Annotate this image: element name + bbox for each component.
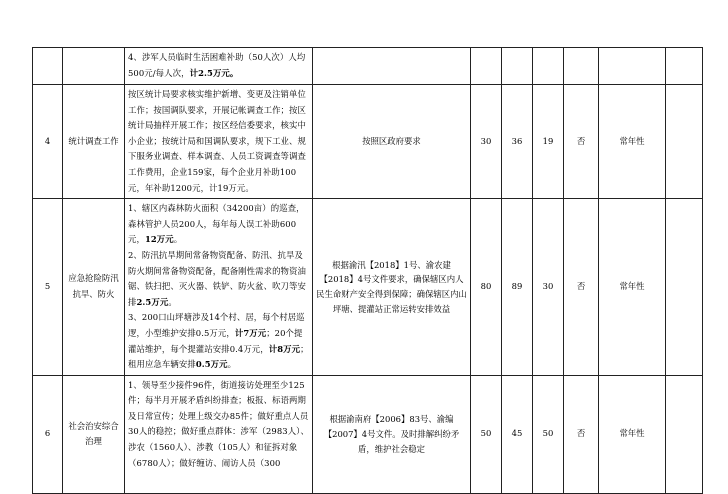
amount-1	[471, 48, 502, 85]
amount-2: 89	[502, 199, 533, 376]
row-number: 6	[33, 375, 63, 493]
blank-cell	[666, 48, 703, 85]
amount-highlight: 0.5万元	[195, 359, 228, 370]
description-text: ；20个提灌站维护，每个提灌站安排0.4万元，	[128, 327, 303, 354]
project-name: 统计调查工作	[63, 85, 125, 199]
task-description	[125, 85, 313, 199]
blank-cell	[666, 85, 703, 199]
amount-highlight: 计2.5万元。	[189, 68, 239, 78]
budget-table	[32, 47, 703, 494]
description-text: 4、涉军人员临时生活困难补助（50人次）人均500元/每人次，	[128, 52, 306, 78]
nature-text	[599, 48, 666, 85]
blank-cell	[666, 375, 703, 493]
basis-text: 根据渝南府【2006】83号、渝编【2007】4号文件。及时排解纠纷矛盾，维护社会稳定	[313, 375, 471, 493]
description-text: 。	[227, 359, 237, 370]
nature-text: 常年性	[599, 85, 666, 199]
amount-2: 45	[502, 375, 533, 493]
blank-cell	[666, 199, 703, 376]
amount-3	[533, 48, 564, 85]
basis-text: 根据渝汛【2018】1号、渝农建【2018】4号文件要求，确保辖区内人民生命财产安全得到保障；确保辖区内山坪塘、提灌站正常运转安排效益	[313, 199, 471, 376]
amount-2: 36	[502, 85, 533, 199]
amount-1: 30	[471, 85, 502, 199]
description-text: 1、领导至少接件96件，街道接访处理至少125件；每半月开展矛盾纠纷排查；板报、标语两期及日常宣传；处理上级交办85件；做好重点人员30人的稳控；做好重点群体：涉军（2983人）、涉农（1560人）、涉教（105人）和征拆对象（6780人）；做好缠访、闹访人员（300	[128, 379, 309, 468]
amount-highlight: 计7万元	[234, 327, 267, 338]
amount-3: 19	[533, 85, 564, 199]
description-text: 3、200口山坪塘涉及14个村、居，每个村居巡逻，小型维护安排0.5万元，	[128, 312, 305, 338]
project-name	[63, 48, 125, 85]
amount-highlight: 2.5万元	[136, 296, 169, 307]
nature-text: 常年性	[599, 199, 666, 376]
yes-no-flag: 否	[564, 85, 599, 199]
description-text: 1、辖区内森林防火面积（34200亩）的巡查，森林管护人员200人，每年每人误工补助600元，	[128, 203, 305, 245]
task-description	[125, 48, 313, 85]
task-description	[125, 375, 313, 493]
table-row	[33, 199, 703, 376]
table-row	[33, 48, 703, 85]
row-number: 4	[33, 85, 63, 199]
amount-highlight: 12万元	[144, 234, 174, 245]
yes-no-flag: 否	[564, 375, 599, 493]
amount-3: 30	[533, 199, 564, 376]
task-description	[125, 199, 313, 376]
table-row	[33, 85, 703, 199]
description-text: 按区统计局要求核实维护新增、变更及注销单位工作；按国调队要求，开展记帐调查工作；按区统计局抽样开展工作；按区经信委要求，核实中小企业；按统计局和国调队要求，规下工业、规下服务业调查、样本调查、人员工资调查等调查工作费用，企业159家，每个企业月补助100元，年补助1200元，计19万元。	[128, 89, 306, 193]
amount-1: 80	[471, 199, 502, 376]
amount-highlight: 计8万元	[268, 343, 301, 354]
project-name: 社会治安综合治理	[63, 375, 125, 493]
row-number	[33, 48, 63, 85]
table-body	[33, 48, 703, 494]
basis-text	[313, 48, 471, 85]
nature-text: 常年性	[599, 375, 666, 493]
amount-1: 50	[471, 375, 502, 493]
yes-no-flag: 否	[564, 199, 599, 376]
amount-3: 50	[533, 375, 564, 493]
description-text: 。	[168, 296, 177, 307]
yes-no-flag	[564, 48, 599, 85]
basis-text: 按照区政府要求	[313, 85, 471, 199]
description-text: 。	[173, 234, 183, 245]
row-number: 5	[33, 199, 63, 376]
amount-2	[502, 48, 533, 85]
description-text: ；租用应急车辆安排	[128, 343, 309, 370]
description-text: 2、防汛抗旱期间常备物资配备、防汛、抗旱及防火期间常备物资配备，配备刚性需求的物资油锯、铁扫把、灭火器、铁铲、防火盆、吹刀等安排	[128, 249, 306, 307]
project-name: 应急抢险防汛抗旱、防火	[63, 199, 125, 376]
table-row	[33, 375, 703, 493]
